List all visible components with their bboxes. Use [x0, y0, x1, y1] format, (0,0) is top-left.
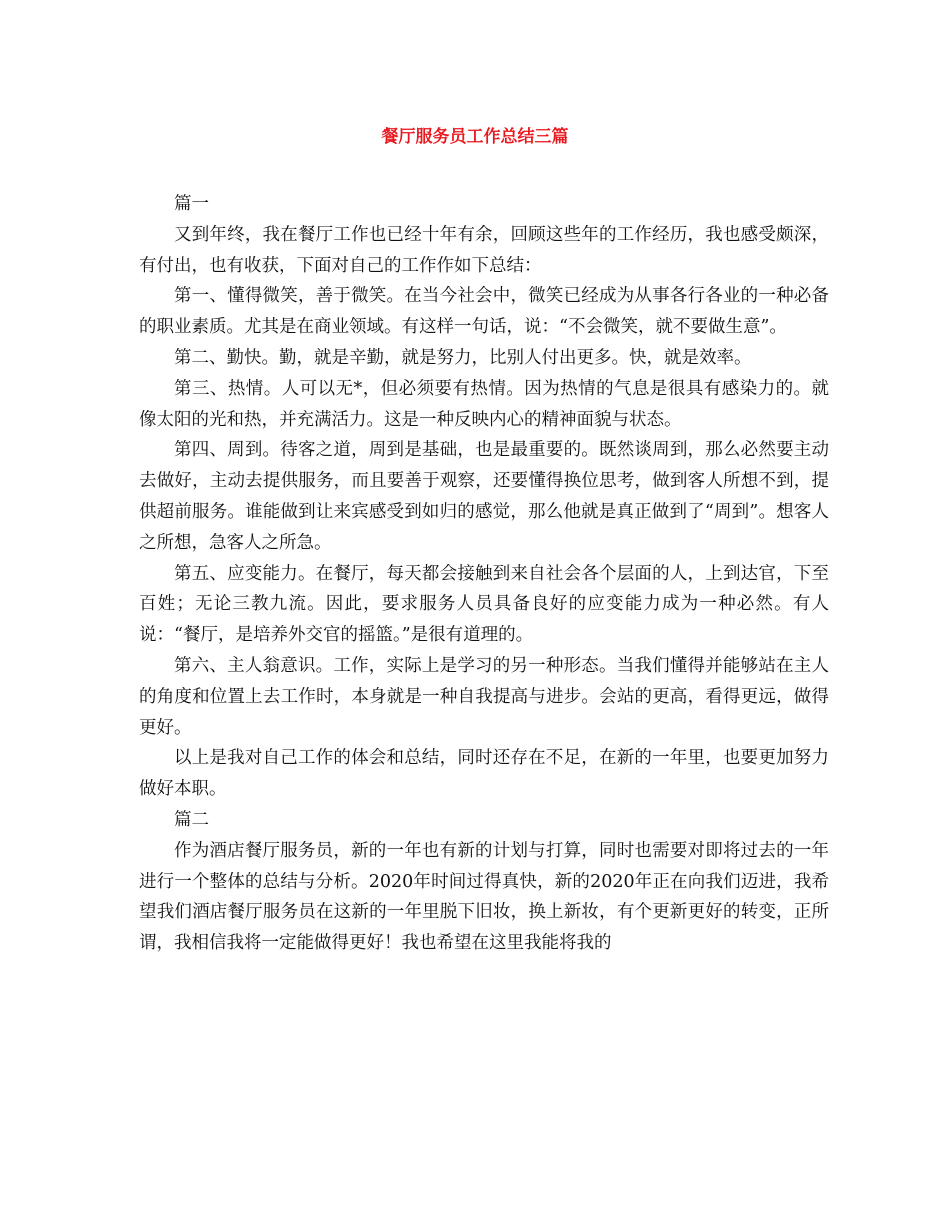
document-title: 餐厅服务员工作总结三篇: [381, 127, 569, 147]
point-6-paragraph: 第六、主人翁意识。工作，实际上是学习的另一种形态。当我们懂得并能够站在主人的角度和位置上去工作时，本身就是一种自我提高与进步。会站的更高，看得更远，做得更好。: [139, 655, 829, 738]
section-heading-2: 篇二: [174, 809, 209, 830]
point-1-paragraph: 第一、懂得微笑，善于微笑。在当今社会中，微笑已经成为从事各行各业的一种必备的职业素质。尤其是在商业领域。有这样一句话，说：“不会微笑，就不要做生意”。: [139, 286, 829, 338]
point-2-paragraph: 第二、勤快。勤，就是辛勤，就是努力，比别人付出更多。快，就是效率。: [174, 347, 752, 368]
section-heading-1: 篇一: [174, 194, 209, 214]
point-5-paragraph: 第五、应变能力。在餐厅，每天都会接触到来自社会各个层面的人，上到达官，下至百姓；无论三教九流。因此，要求服务人员具备良好的应变能力成为一种必然。有人说：“餐厅，是培养外交官的摇篮。”是很有道理的。: [139, 563, 829, 646]
intro-paragraph: 又到年终，我在餐厅工作也已经十年有余，回顾这些年的工作经历，我也感受颇深，有付出，也有收获，下面对自己的工作作如下总结：: [139, 224, 829, 276]
conclusion-paragraph: 以上是我对自己工作的体会和总结，同时还存在不足，在新的一年里，也要更加努力做好本职。: [139, 748, 829, 800]
section-2-paragraph: 作为酒店餐厅服务员，新的一年也有新的计划与打算，同时也需要对即将过去的一年进行一个整体的总结与分析。2020年时间过得真快，新的2020年正在向我们迈进，我希望我们酒店餐厅服务员在这新的一年里脱下旧妆，换上新妆，有个更新更好的转变，正所谓，我相信我将一定能做得更好！我也希望在这里我能将我的: [139, 840, 829, 954]
document-body: [139, 189, 829, 959]
point-4-paragraph: 第四、周到。待客之道，周到是基础，也是最重要的。既然谈周到，那么必然要主动去做好，主动去提供服务，而且要善于观察，还要懂得换位思考，做到客人所想不到，提供超前服务。谁能做到让来宾感受到如归的感觉，那么他就是真正做到了“周到”。想客人之所想，急客人之所急。: [139, 440, 829, 553]
point-3-paragraph: 第三、热情。人可以无*，但必须要有热情。因为热情的气息是很具有感染力的。就像太阳的光和热，并充满活力。这是一种反映内心的精神面貌与状态。: [139, 378, 829, 430]
